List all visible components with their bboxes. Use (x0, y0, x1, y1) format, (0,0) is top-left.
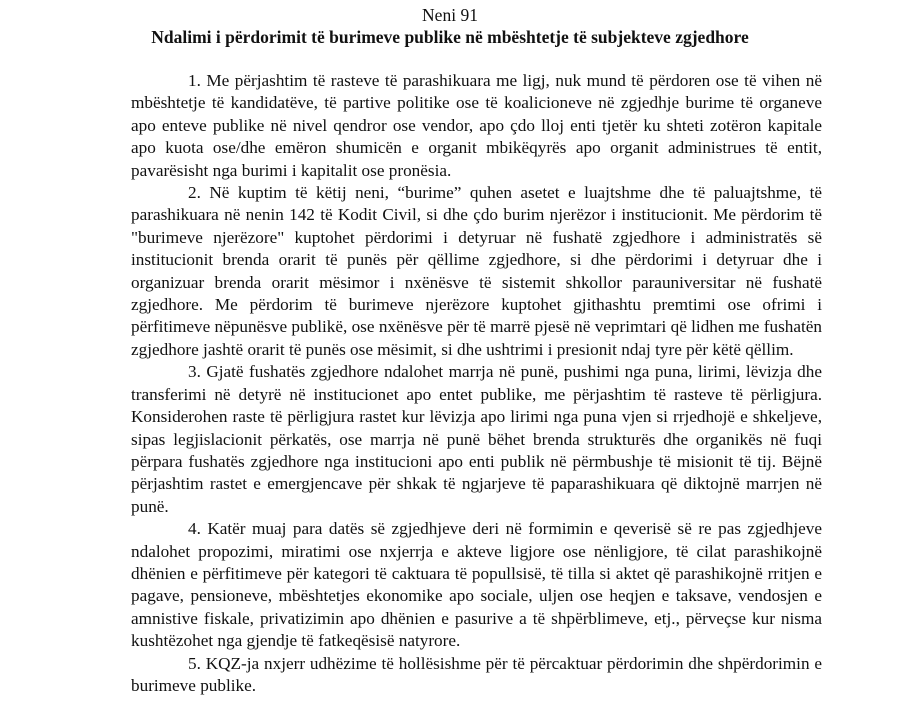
paragraph-4: 4. Katër muaj para datës së zgjedhjeve deri në formimin e qeverisë së re pas zgjedhjeve ndalohet propozimi, miratimi ose nxjerrja e akteve ligjore ose nënligjore, të cilat parashikojnë dhënien e përfitimeve për kategori të caktuara të popullsisë, të tilla si aktet që parashikojnë rritjen e pagave, pensioneve, mbështetjes ekonomike apo sociale, uljen ose heqjen e taksave, vendosjen e amnistive fiskale, privatizimin apo dhënien e pasurive a të shpërblimeve, etj., përveçse kur nisma kushtëzohet nga gjendje të fatkeqësisë natyrore. (131, 519, 822, 651)
article-number: Neni 91 (422, 5, 478, 25)
article-body (131, 70, 822, 697)
paragraph-3: 3. Gjatë fushatës zgjedhore ndalohet marrja në punë, pushimi nga puna, lirimi, lëvizja dhe transferimi në detyrë në institucionet apo entet publike, me përjashtim të rasteve të përligjura. Konsiderohen raste të përligjura rastet kur lëvizja apo lirimi nga puna vjen si rrjedhojë e shkeljeve, sipas legjislacionit përkatës, ose marrja në punë bëhet brenda strukturës dhe organikës në fuqi përpara fushatës zgjedhore nga institucioni apo enti publik në përmbushje të misionit të tij. Bëjnë përjashtim rastet e emergjencave për shkak të ngjarjeve të paparashikuara që diktojnë marrjen në punë. (131, 362, 822, 516)
paragraph-1: 1. Me përjashtim të rasteve të parashikuara me ligj, nuk mund të përdoren ose të vihen në mbështetje të kandidatëve, të partive politike ose të koalicioneve në zgjedhje burime të organeve apo enteve publike në nivel qendror ose vendor, apo çdo lloj enti tjetër ku shteti zotëron kapitale apo kuota ose/dhe emëron shumicën e organit mbikëqyrës apo organit administrues të entit, pavarësisht nga burimi i kapitalit ose pronësia. (131, 71, 822, 180)
article-title: Ndalimi i përdorimit të burimeve publike në mbështetje të subjekteve zgjedhore (151, 27, 749, 47)
paragraph-2: 2. Në kuptim të këtij neni, “burime” quhen asetet e luajtshme dhe të paluajtshme, të parashikuara në nenin 142 të Kodit Civil, si dhe çdo burim njerëzor i institucionit. Me përdorim të "burimeve njerëzore" kuptohet përdorimi i detyruar në fushatë zgjedhore i administratës së institucionit brenda orarit të punës për qëllime zgjedhore, si dhe përdorimi i detyruar dhe i organizuar brenda orarit mësimor i nxënësve të sistemit shkollor parauniversitar në fushatë zgjedhore. Me përdorim të burimeve njerëzore kuptohet gjithashtu premtimi ose ofrimi i përfitimeve nëpunësve publikë, ose nxënësve për të marrë pjesë në veprimtari që lidhen me fushatën zgjedhore jashtë orarit të punës ose mësimit, si dhe ushtrimi i presionit ndaj tyre për këtë qëllim. (131, 183, 822, 359)
paragraph-5: 5. KQZ-ja nxjerr udhëzime të hollësishme për të përcaktuar përdorimin dhe shpërdorimin e burimeve publike. (131, 653, 822, 695)
